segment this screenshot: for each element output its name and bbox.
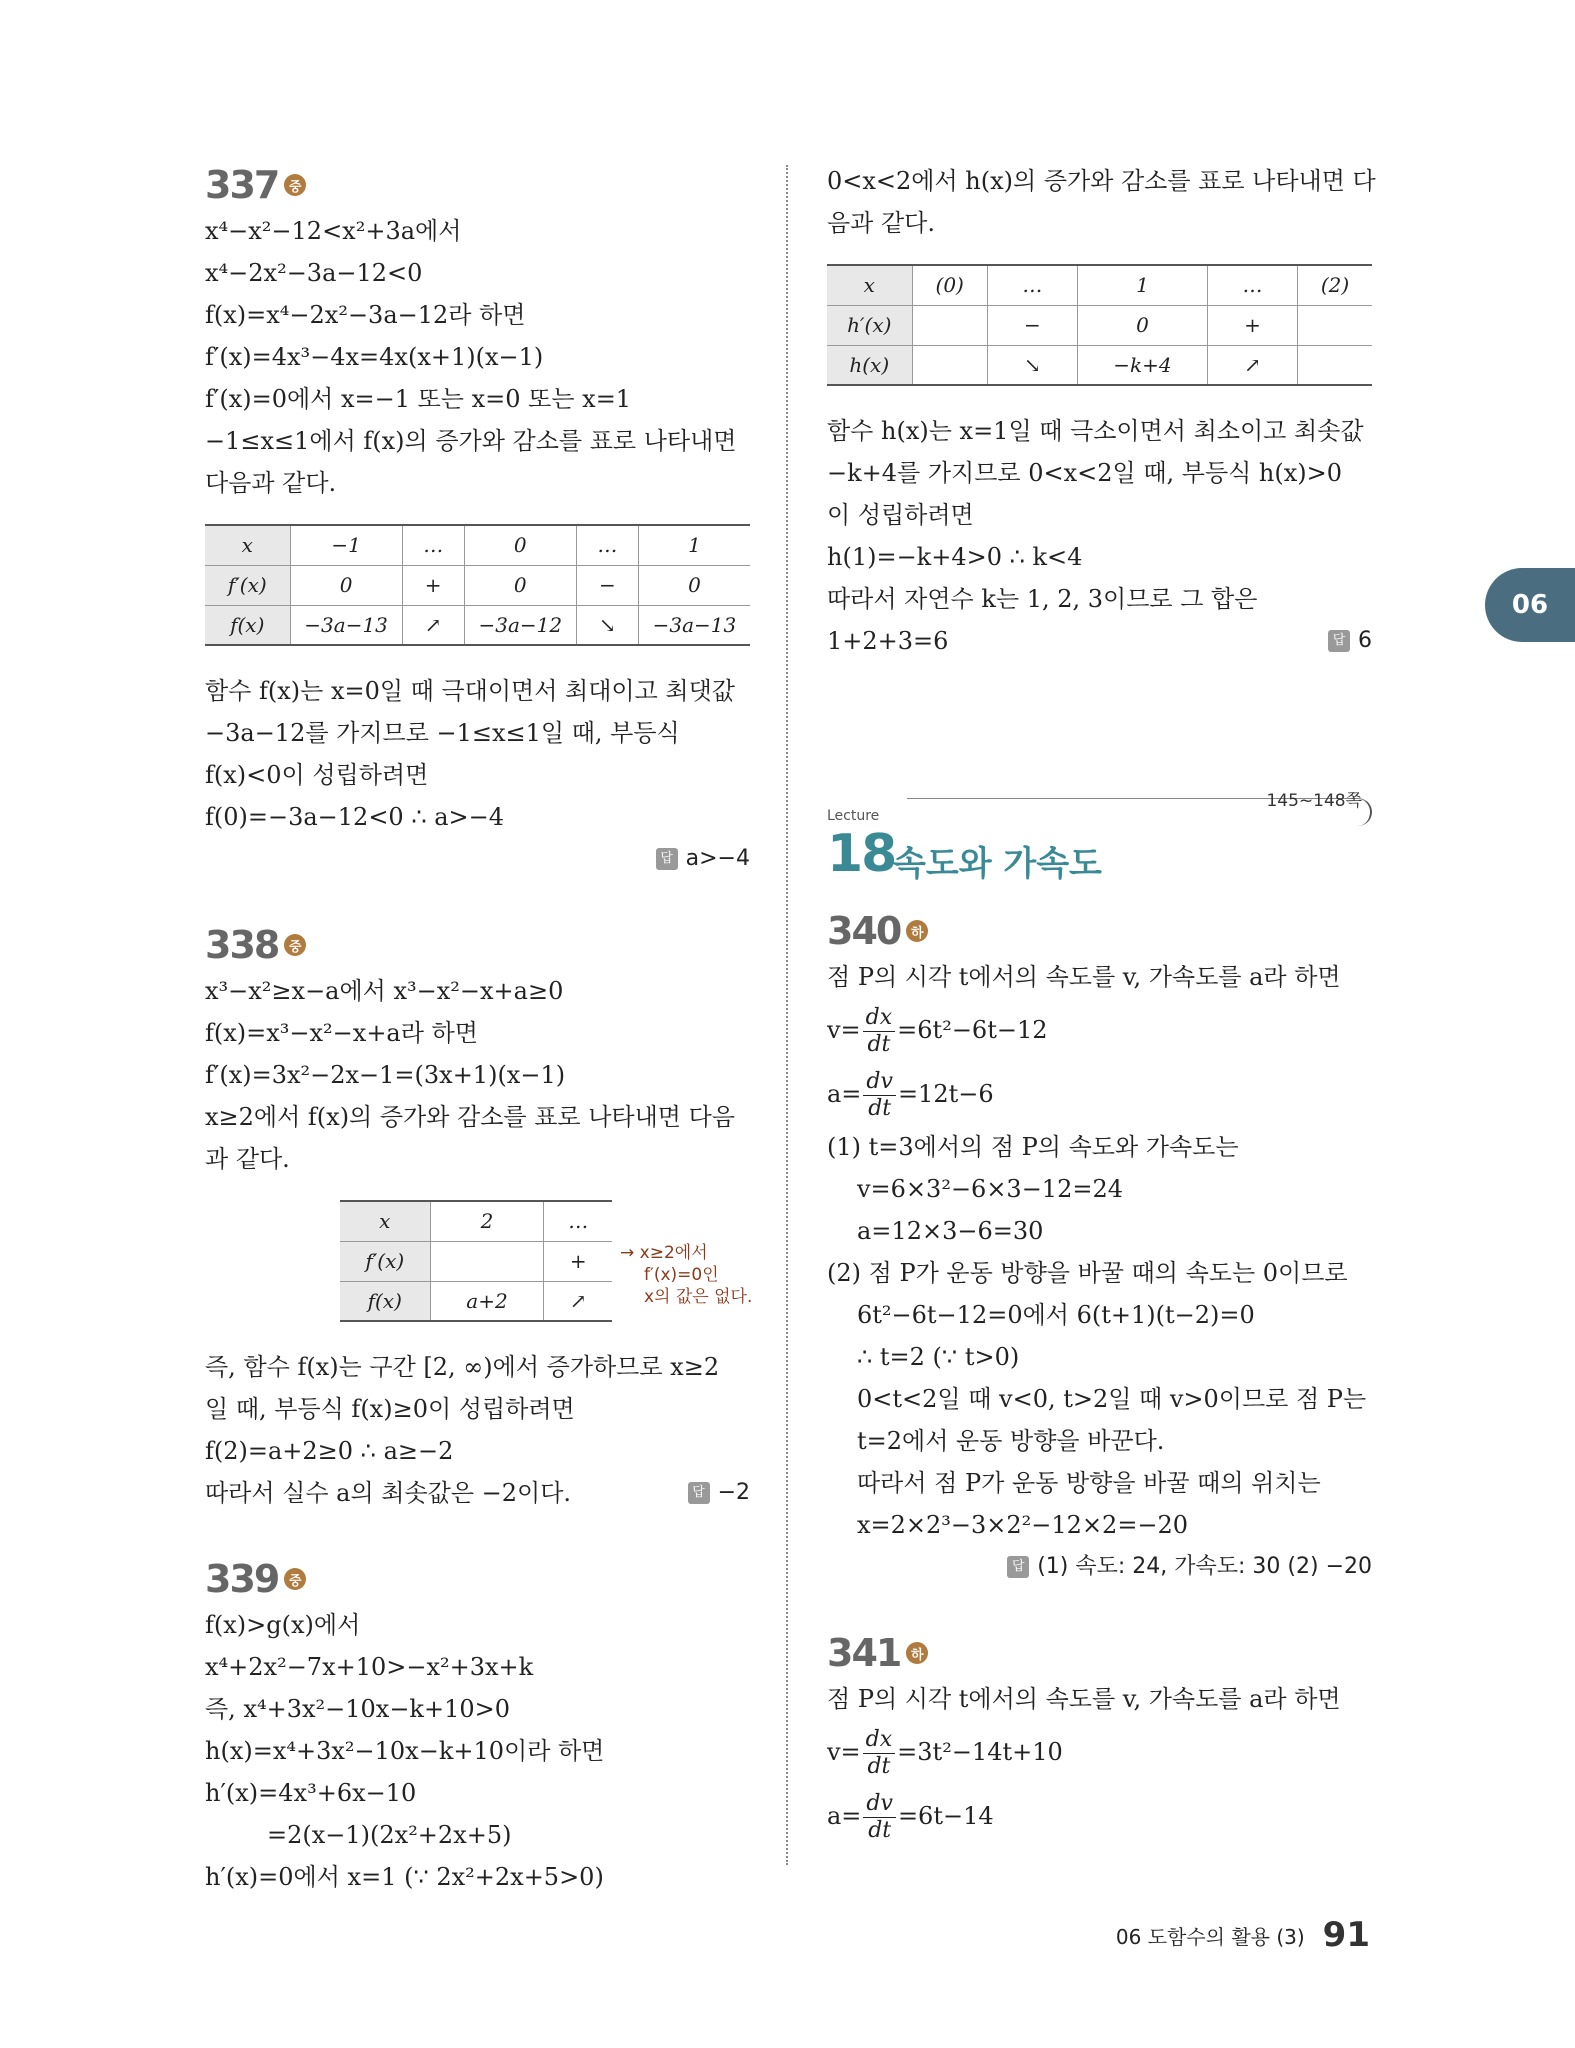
answer-mark: 답 [656, 848, 678, 870]
chapter-title: 06 도함수의 활용 (3) [1115, 1924, 1305, 1949]
table-cell: h(x) [827, 345, 912, 385]
table-cell: 0 [464, 565, 576, 605]
answer [827, 1546, 1372, 1588]
problem-number: 340 [827, 909, 901, 953]
solution-line: x⁴+2x²−7x+10>−x²+3x+k [205, 1653, 534, 1681]
answer-value: −2 [717, 1480, 750, 1505]
column-divider [786, 165, 788, 1865]
solution-line: 음과 같다. [827, 209, 935, 237]
table-cell: … [987, 265, 1077, 305]
table-cell: + [1208, 305, 1298, 345]
table-cell: … [544, 1201, 612, 1241]
solution-line: f(x)<0이 성립하려면 [205, 761, 429, 789]
solution-line: 함수 f(x)는 x=0일 때 극대이면서 최대이고 최댓값 [205, 677, 735, 705]
solution-line: 따라서 자연수 k는 1, 2, 3이므로 그 합은 [827, 585, 1258, 613]
solution-line: 이 성립하려면 [827, 501, 974, 529]
solution-line: −k+4를 가지므로 0<x<2일 때, 부등식 h(x)>0 [827, 459, 1343, 487]
table-cell: − [987, 305, 1077, 345]
lecture-pages: 145~148쪽 [1266, 791, 1362, 811]
table-cell: f′(x) [340, 1241, 430, 1281]
table-cell: 0 [638, 565, 750, 605]
lecture-header [827, 786, 1372, 906]
solution-line: x⁴−2x²−3a−12<0 [205, 259, 423, 287]
problem-number: 338 [205, 923, 279, 967]
solution-line: 6t²−6t−12=0에서 6(t+1)(t−2)=0 [857, 1301, 1255, 1329]
solution-line: f′(x)=4x³−4x=4x(x+1)(x−1) [205, 343, 544, 371]
level-badge: 중 [284, 174, 306, 196]
table-cell: −k+4 [1077, 345, 1207, 385]
answer [688, 1472, 750, 1514]
table-cell [912, 345, 987, 385]
page-number: 91 [1322, 1915, 1370, 1955]
solution-line: =2(x−1)(2x²+2x+5) [267, 1821, 512, 1849]
right-column [827, 160, 1376, 1848]
table-cell: ↘ [987, 345, 1077, 385]
solution-line: h(1)=−k+4>0 ∴ k<4 [827, 543, 1083, 571]
problem-number: 339 [205, 1557, 279, 1601]
answer-value: (1) 속도: 24, 가속도: 30 (2) −20 [1037, 1554, 1372, 1579]
solution-line: x≥2에서 f(x)의 증가와 감소를 표로 나타내면 다음 [205, 1103, 735, 1131]
solution-line: −1≤x≤1에서 f(x)의 증가와 감소를 표로 나타내면 [205, 427, 737, 455]
answer-mark: 답 [1328, 630, 1350, 652]
variation-table [827, 264, 1372, 386]
table-cell: x [827, 265, 912, 305]
table-cell: −3a−13 [290, 605, 402, 645]
solution-line: v=6×3²−6×3−12=24 [857, 1175, 1123, 1203]
table-cell: f′(x) [205, 565, 290, 605]
fraction: $\frac{dv}{dt}$ [863, 1069, 896, 1122]
table-cell: + [402, 565, 464, 605]
fraction: $\frac{dv}{dt}$ [863, 1791, 896, 1844]
solution-line: f(x)>g(x)에서 [205, 1611, 361, 1639]
table-cell: f(x) [205, 605, 290, 645]
answer-value: a>−4 [685, 846, 750, 871]
table-cell: ↗ [1208, 345, 1298, 385]
solution-line: ∴ t=2 (∵ t>0) [857, 1343, 1020, 1371]
acceleration-formula: a= $\frac{dv}{dt}$ =12t−6 [827, 1069, 994, 1121]
table-cell: + [544, 1241, 612, 1281]
chapter-side-tab: 06 [1485, 568, 1575, 642]
problem-339-continued [827, 160, 1376, 662]
solution-line: f(x)=x⁴−2x²−3a−12라 하면 [205, 301, 526, 329]
level-badge: 하 [906, 1642, 928, 1664]
solution-line: h′(x)=0에서 x=1 (∵ 2x²+2x+5>0) [205, 1863, 604, 1891]
solution-line: h′(x)=4x³+6x−10 [205, 1779, 417, 1807]
acceleration-formula: a= $\frac{dv}{dt}$ =6t−14 [827, 1791, 994, 1843]
solution-line: 따라서 실수 a의 최솟값은 −2이다. [205, 1479, 572, 1507]
left-column [205, 160, 753, 1898]
page-footer [1116, 1915, 1370, 1955]
table-cell: … [402, 525, 464, 565]
solution-line: f(x)=x³−x²−x+a라 하면 [205, 1019, 478, 1047]
problem-338 [205, 920, 753, 1514]
solution-line: f′(x)=3x²−2x−1=(3x+1)(x−1) [205, 1061, 566, 1089]
table-cell: 0 [290, 565, 402, 605]
table-cell: x [205, 525, 290, 565]
table-cell: a+2 [430, 1281, 544, 1321]
solution-line: 점 P의 시각 t에서의 속도를 v, 가속도를 a라 하면 [827, 963, 1341, 991]
table-cell: 0 [1077, 305, 1207, 345]
solution-line: x=2×2³−3×2²−12×2=−20 [857, 1511, 1189, 1539]
table-cell: … [576, 525, 638, 565]
margin-note: → x≥2에서 f′(x)=0인 x의 값은 없다. [620, 1243, 753, 1307]
table-cell [430, 1241, 544, 1281]
velocity-formula: v= $\frac{dx}{dt}$ =3t²−14t+10 [827, 1727, 1063, 1779]
answer-mark: 답 [688, 1482, 710, 1504]
solution-line: 1+2+3=6 [827, 627, 949, 655]
table-cell: −3a−13 [638, 605, 750, 645]
solution-line: h(x)=x⁴+3x²−10x−k+10이라 하면 [205, 1737, 605, 1765]
solution-line: f(0)=−3a−12<0 ∴ a>−4 [205, 803, 505, 831]
lecture-title: 속도와 가속도 [893, 844, 1102, 884]
table-cell: x [340, 1201, 430, 1241]
table-cell [1298, 345, 1372, 385]
table-cell: (2) [1298, 265, 1372, 305]
lecture-label: Lecture [827, 808, 880, 824]
table-cell: ↗ [544, 1281, 612, 1321]
fraction: $\frac{dx}{dt}$ [863, 1005, 896, 1058]
table-cell: 2 [430, 1201, 544, 1241]
table-cell: h′(x) [827, 305, 912, 345]
solution-line: t=2에서 운동 방향을 바꾼다. [857, 1427, 1165, 1455]
table-cell: 1 [638, 525, 750, 565]
table-cell: ↗ [402, 605, 464, 645]
solution-line: a=12×3−6=30 [857, 1217, 1044, 1245]
table-cell: 1 [1077, 265, 1207, 305]
table-cell: −1 [290, 525, 402, 565]
solution-line: 따라서 점 P가 운동 방향을 바꿀 때의 위치는 [857, 1469, 1321, 1497]
table-cell: (0) [912, 265, 987, 305]
solution-line: 다음과 같다. [205, 469, 337, 497]
answer [205, 838, 750, 880]
table-cell [1298, 305, 1372, 345]
solution-line: x³−x²≥x−a에서 x³−x²−x+a≥0 [205, 977, 564, 1005]
solution-line: 점 P의 시각 t에서의 속도를 v, 가속도를 a라 하면 [827, 1685, 1341, 1713]
variation-table [340, 1200, 612, 1322]
table-cell: −3a−12 [464, 605, 576, 645]
table-cell: ↘ [576, 605, 638, 645]
answer-value: 6 [1358, 628, 1372, 653]
velocity-formula: v= $\frac{dx}{dt}$ =6t²−6t−12 [827, 1005, 1048, 1057]
solution-line: 0<x<2에서 h(x)의 증가와 감소를 표로 나타내면 다 [827, 167, 1376, 195]
table-cell: − [576, 565, 638, 605]
table-cell: f(x) [340, 1281, 430, 1321]
table-cell [912, 305, 987, 345]
problem-340 [827, 906, 1372, 1588]
problem-337 [205, 160, 750, 880]
solution-line: 과 같다. [205, 1145, 290, 1173]
solution-line: −3a−12를 가지므로 −1≤x≤1일 때, 부등식 [205, 719, 680, 747]
solution-line: (2) 점 P가 운동 방향을 바꿀 때의 속도는 0이므로 [827, 1259, 1348, 1287]
level-badge: 중 [284, 934, 306, 956]
solution-line: 즉, x⁴+3x²−10x−k+10>0 [205, 1695, 510, 1723]
problem-341 [827, 1628, 1372, 1848]
solution-line: f(2)=a+2≥0 ∴ a≥−2 [205, 1437, 454, 1465]
lecture-number: 18 [827, 824, 896, 884]
level-badge: 중 [284, 1568, 306, 1590]
solution-line: (1) t=3에서의 점 P의 속도와 가속도는 [827, 1133, 1239, 1161]
solution-line: 일 때, 부등식 f(x)≥0이 성립하려면 [205, 1395, 575, 1423]
solution-line: 즉, 함수 f(x)는 구간 [2, ∞)에서 증가하므로 x≥2 [205, 1353, 720, 1381]
level-badge: 하 [906, 920, 928, 942]
variation-table [205, 524, 750, 646]
solution-line: 함수 h(x)는 x=1일 때 극소이면서 최소이고 최솟값 [827, 417, 1364, 445]
table-cell: 0 [464, 525, 576, 565]
problem-339 [205, 1554, 750, 1898]
answer-mark: 답 [1007, 1556, 1029, 1578]
solution-line: x⁴−x²−12<x²+3a에서 [205, 217, 462, 245]
problem-number: 337 [205, 163, 279, 207]
table-cell: … [1208, 265, 1298, 305]
answer [1328, 620, 1372, 662]
solution-line: f′(x)=0에서 x=−1 또는 x=0 또는 x=1 [205, 385, 632, 413]
problem-number: 341 [827, 1631, 901, 1675]
solution-line: 0<t<2일 때 v<0, t>2일 때 v>0이므로 점 P는 [857, 1385, 1367, 1413]
fraction: $\frac{dx}{dt}$ [863, 1727, 896, 1780]
